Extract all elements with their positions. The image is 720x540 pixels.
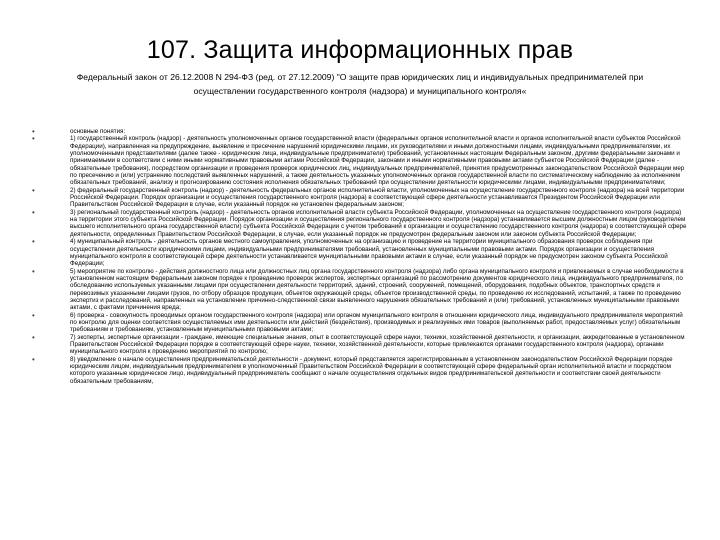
list-item <box>32 312 687 334</box>
bullet-icon: • <box>32 134 35 144</box>
bullet-icon: • <box>32 207 35 217</box>
list-item <box>32 238 687 267</box>
list-item <box>32 268 687 312</box>
list-item <box>32 334 687 356</box>
bullet-icon: • <box>32 266 35 276</box>
list-item-text: 1) государственный контроль (надзор) - деятельность уполномоченных органов государственной власти (федеральных органов исполнительной власти и органов исполнительной власти субъектов Российской Федерации), направленная на предупреждение, выявление и пресечение нарушений юридическими лицами, их руководителями и иными должностными лицами, индивидуальными предпринимателями, их уполномоченными представителями (далее также - юридические лица, индивидуальные предприниматели) требований, установленных настоящим Федеральным законом, другими федеральными законами и принимаемыми в соответствии с ними иными нормативными правовыми актами Российской Федерации, законами и иными нормативными правовыми актами субъектов Российской Федерации (далее - обязательные требования), посредством организации и проведения проверок юридических лиц, индивидуальных предпринимателей, принятия предусмотренных законодательством Российской Федерации мер по пресечению и (или) устранению последствий выявленных нарушений, а также деятельность указанных уполномоченных органов государственной власти по систематическому наблюдению за исполнением обязательных требований, анализу и прогнозированию состояния исполнения обязательных требований при осуществлении деятельности юридическими лицами, индивидуальными предпринимателями; <box>70 135 685 187</box>
bullet-icon: • <box>32 332 35 342</box>
list-item <box>32 187 687 209</box>
definitions-list <box>32 128 687 385</box>
list-item-text: 4) муниципальный контроль - деятельность органов местного самоуправления, уполномоченных на организацию и проведение на территории муниципального образования проверок соблюдения при осуществлении деятельности юридическими лицами, индивидуальными предпринимателями требований, установленных муниципальными правовыми актами. Порядок организации и осуществления муниципального контроля в соответствующей сфере деятельности устанавливается муниципальными правовыми актами в случае, если указанный порядок не предусмотрен законом субъекта Российской Федерации; <box>70 238 668 268</box>
page-title: 107. Защита информационных прав <box>146 36 574 64</box>
list-item-text: 2) федеральный государственный контроль (надзор) - деятельность федеральных органов исполнительной власти, уполномоченных на осуществление государственного контроля (надзора) на всей территории Российской Федерации. Порядок организации и осуществления государственного контроля (надзора) в соответствующей сфере деятельности устанавливается Президентом Российской Федерации или Правительством Российской Федерации в случае, если указанный порядок не установлен федеральным законом; <box>70 186 685 209</box>
list-item <box>32 135 687 186</box>
bullet-icon: • <box>32 127 35 136</box>
bullet-icon: • <box>32 185 35 195</box>
law-citation-subtitle: Федеральный закон от 26.12.2008 N 294-ФЗ (ред. от 27.12.2009) "О защите прав юридических лиц и индивидуальных предпринимателей при осуществлении государственного контроля (надзора) и муниципального контроля« <box>76 72 644 96</box>
list-item-text: 8) уведомление о начале осуществления предпринимательской деятельности - документ, который представляется зарегистрированным в установленном законодательством Российской Федерации порядке юридическим лицом, индивидуальным предпринимателем в уполномоченный Правительством Российской Федерации в соответствующей сфере федеральный орган исполнительной власти и посредством которого указанные юридическое лицо, индивидуальный предприниматель сообщают о начале осуществления отдельных видов предпринимательской деятельности и соответствии своей деятельности обязательным требованиям, <box>70 355 673 385</box>
list-item-text: 7) эксперты, экспертные организации - граждане, имеющие специальные знания, опыт в соответствующей сфере науки, техники, хозяйственной деятельности, и организации, аккредитованные в установленном Правительством Российской Федерации порядке в соответствующей сфере науки, техники, хозяйственной деятельности, которые привлекаются органами государственного контроля (надзора), органами муниципального контроля к проведению мероприятий по контролю; <box>70 333 685 356</box>
bullet-icon: • <box>32 354 35 364</box>
list-item-text: 3) региональный государственный контроль (надзор) - деятельность органов исполнительной власти субъекта Российской Федерации, уполномоченных на осуществление государственного контроля (надзора) на территории этого субъекта Российской Федерации. Порядок организации и осуществления регионального государственного контроля (надзора) устанавливается высшим должностным лицом (руководителем высшего исполнительного органа государственной власти) субъекта Российской Федерации с учетом требований к организации и осуществлению государственного контроля (надзора) в соответствующей сфере деятельности, определенных Правительством Российской Федерации, в случае, если указанный порядок не предусмотрен федеральным законом или законом субъекта Российской Федерации; <box>70 208 687 238</box>
bullet-icon: • <box>32 237 35 247</box>
list-item <box>32 209 687 238</box>
list-item-text: 5) мероприятие по контролю - действия должностного лица или должностных лиц органа государственного контроля (надзора) либо органа муниципального контроля и привлекаемых в случае необходимости в установленном настоящим Федеральным законом порядке к проведению проверок экспертов, экспертных организаций по рассмотрению документов юридического лица, индивидуального предпринимателя, по обследованию используемых указанными лицами при осуществлении деятельности территорий, зданий, строений, сооружений, помещений, оборудования, подобных объектов, транспортных средств и перевозимых указанными лицами грузов, по отбору образцов продукции, объектов окружающей среды, объектов производственной среды, по проведению их исследований, испытаний, а также по проведению экспертиз и расследований, направленных на установление причинно-следственной связи выявленного нарушения обязательных требований и (или) требований, установленных муниципальными правовыми актами, с фактами причинения вреда; <box>70 267 684 312</box>
list-item <box>32 128 687 135</box>
list-item-text: основные понятия: <box>70 128 126 135</box>
list-item <box>32 356 687 385</box>
bullet-icon: • <box>32 310 35 320</box>
list-item-text: 6) проверка - совокупность проводимых органом государственного контроля (надзора) или органом муниципального контроля в отношении юридического лица, индивидуального предпринимателя мероприятий по контролю для оценки соответствия осуществляемых ими деятельности или действий (бездействия), производимых и реализуемых ими товаров (выполняемых работ, предоставляемых услуг) обязательным требованиям и требованиям, установленным муниципальными правовыми актами; <box>70 311 683 334</box>
